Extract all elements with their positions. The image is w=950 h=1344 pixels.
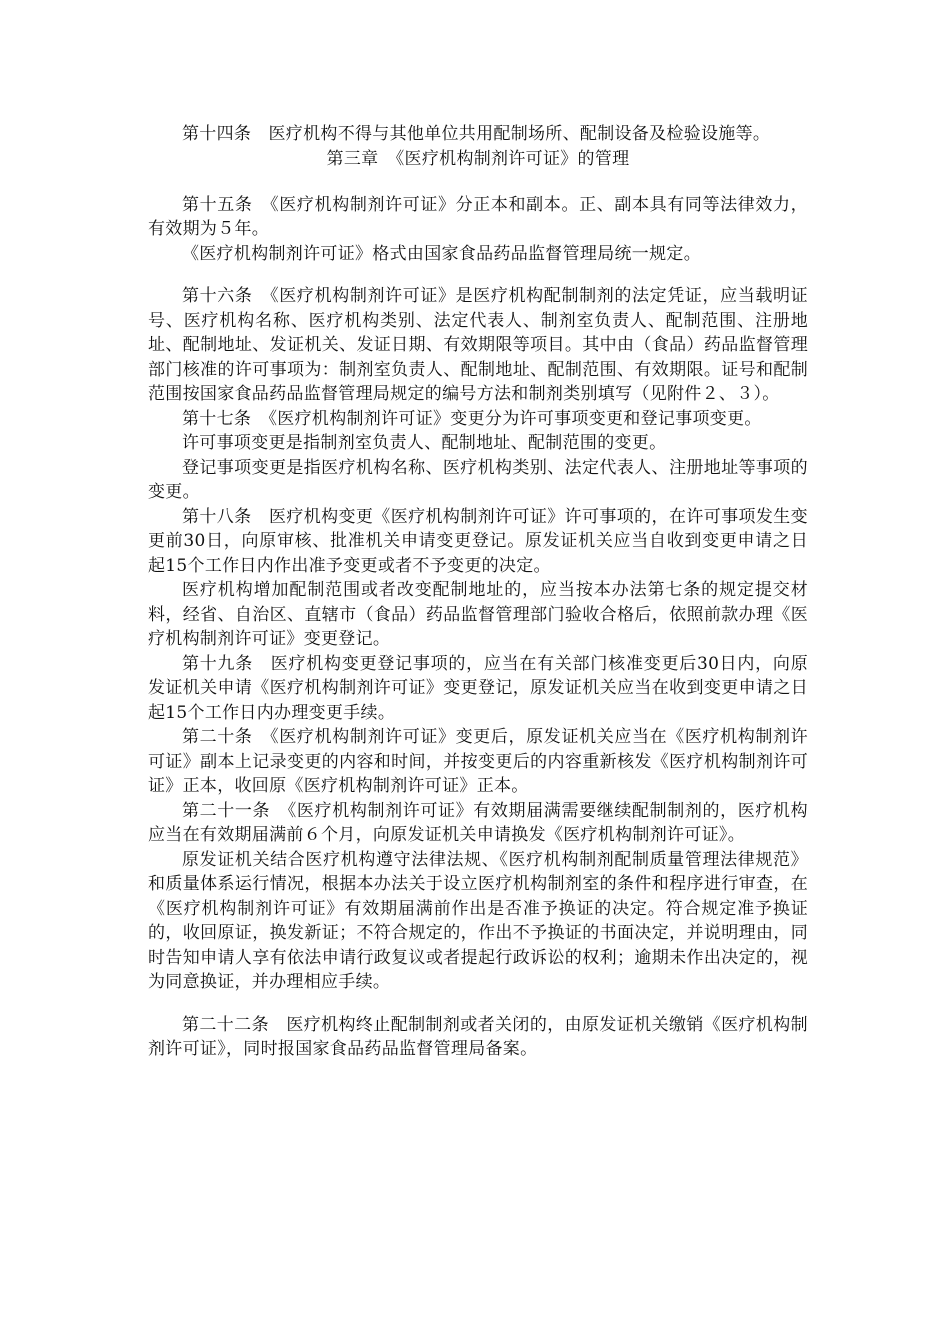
article-21-paragraph-2: 原发证机关结合医疗机构遵守法律法规、《医疗机构制剂配制质量管理法律规范》和质量体系运行情况，根据本办法关于设立医疗机构制剂室的条件和程序进行审查，在《医疗机构制剂许可证》有效期届满前作出是否准予换证的决定。符合规定准予换证的，收回原证，换发新证；不符合规定的，作出不予换证的书面决定，并说明理由，同时告知申请人享有依法申请行政复议或者提起行政诉讼的权利；逾期未作出决定的，视为同意换证，并办理相应手续。 [148,849,808,992]
article-18-paragraph-2: 医疗机构增加配制范围或者改变配制地址的，应当按本办法第七条的规定提交材料，经省、自治区、直辖市（食品）药品监督管理部门验收合格后，依照前款办理《医疗机构制剂许可证》变更登记。 [148,580,808,649]
article-16: 第十六条 《医疗机构制剂许可证》是医疗机构配制制剂的法定凭证，应当载明证号、医疗机构名称、医疗机构类别、法定代表人、制剂室负责人、配制范围、注册地址、配制地址、发证机关、发证日期、有效期限等项目。其中由（食品）药品监督管理部门核准的许可事项为：制剂室负责人、配制地址、配制范围、有效期限。证号和配制范围按国家食品药品监督管理局规定的编号方法和制剂类别填写（见附件２、３）。 [148,286,808,404]
article-19: 第十九条 医疗机构变更登记事项的，应当在有关部门核准变更后30日内，向原发证机关申请《医疗机构制剂许可证》变更登记，原发证机关应当在收到变更申请之日起15个工作日内办理变更手续。 [148,653,808,723]
document-page [148,122,808,1062]
article-18: 第十八条 医疗机构变更《医疗机构制剂许可证》许可事项的，在许可事项发生变更前30日，向原审核、批准机关申请变更登记。原发证机关应当自收到变更申请之日起15个工作日内作出准予变更或者不予变更的决定。 [148,506,808,576]
article-15-paragraph-2: 《医疗机构制剂许可证》格式由国家食品药品监督管理局统一规定。 [182,243,701,264]
article-20: 第二十条 《医疗机构制剂许可证》变更后，原发证机关应当在《医疗机构制剂许可证》副本上记录变更的内容和时间，并按变更后的内容重新核发《医疗机构制剂许可证》正本，收回原《医疗机构制剂许可证》正本。 [148,727,808,796]
article-22: 第二十二条 医疗机构终止配制制剂或者关闭的，由原发证机关缴销《医疗机构制剂许可证》，同时报国家食品药品监督管理局备案。 [148,1014,808,1059]
article-21: 第二十一条 《医疗机构制剂许可证》有效期届满需要继续配制制剂的，医疗机构应当在有效期届满前６个月，向原发证机关申请换发《医疗机构制剂许可证》。 [148,800,808,845]
chapter-3-heading: 第三章 《医疗机构制剂许可证》的管理 [326,148,630,169]
article-14: 第十四条 医疗机构不得与其他单位共用配制场所、配制设备及检验设施等。 [182,124,771,144]
article-17-paragraph-2: 许可事项变更是指制剂室负责人、配制地址、配制范围的变更。 [182,433,667,453]
article-15: 第十五条 《医疗机构制剂许可证》分正本和副本。正、副本具有同等法律效力，有效期为５年。 [148,194,808,239]
article-17: 第十七条 《医疗机构制剂许可证》变更分为许可事项变更和登记事项变更。 [182,408,762,429]
article-17-paragraph-3: 登记事项变更是指医疗机构名称、医疗机构类别、法定代表人、注册地址等事项的变更。 [148,457,808,502]
